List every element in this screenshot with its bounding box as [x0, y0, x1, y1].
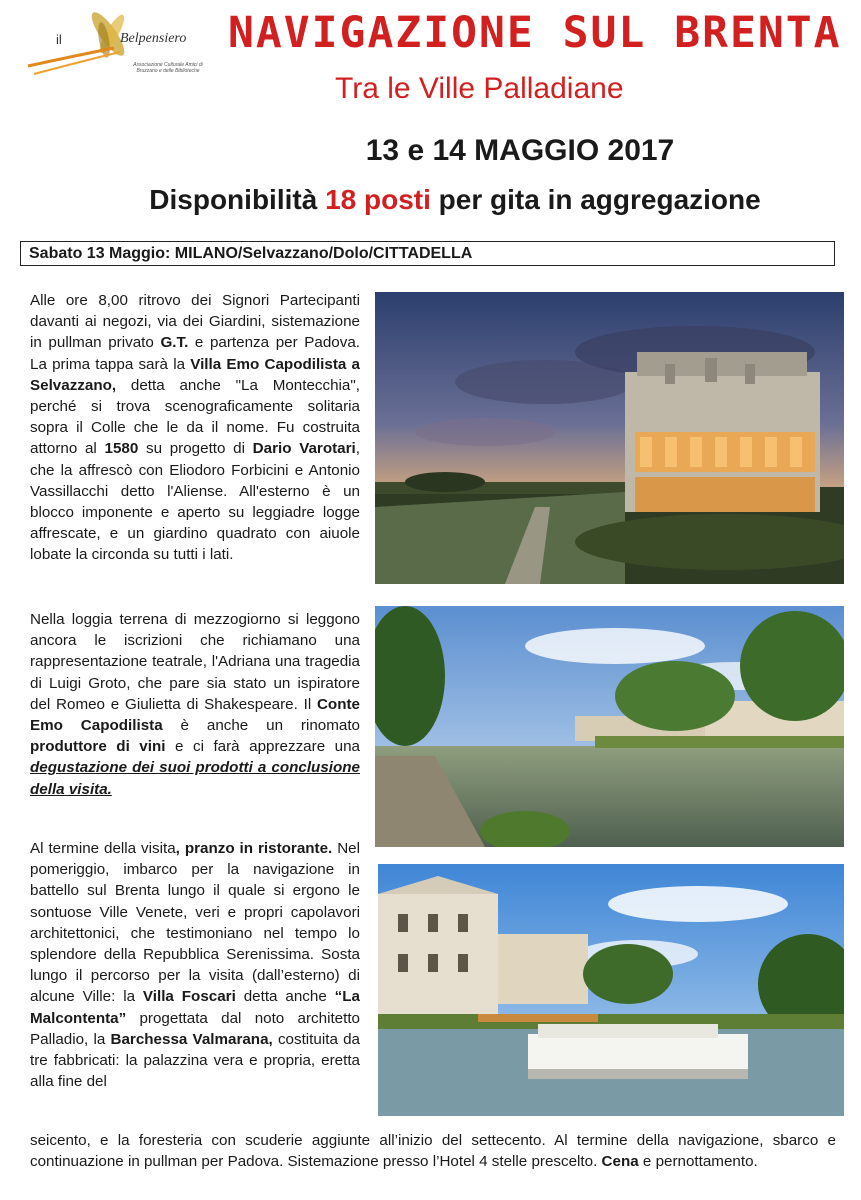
- text-run: Conte Emo Capodilista: [30, 695, 360, 735]
- paragraph-conclusion: [30, 1130, 836, 1172]
- text-run: produttore di vini: [30, 738, 166, 756]
- text-run: degustazione dei suoi prodotti a conclusione della visita.: [30, 759, 360, 798]
- text-run: Al termine della visita: [30, 840, 176, 857]
- day-header: Sabato 13 Maggio: MILANO/Selvazzano/Dolo/CITTADELLA: [20, 241, 835, 266]
- text-run: e ci farà apprezzare una: [165, 738, 360, 756]
- photo-brenta-river: [375, 606, 844, 847]
- text-run: Alle ore 8,00 ritrovo dei Signori Partecipanti davanti ai negozi, via dei Giardini, sistemazione in pullman privato: [30, 292, 360, 352]
- availability-seats: 18 posti: [325, 184, 431, 215]
- text-run: “La Malcontenta”: [30, 988, 360, 1027]
- text-run: e partenza per Padova. La prima tappa sarà la: [30, 334, 360, 373]
- text-run: Barchessa Valmarana,: [110, 1030, 273, 1048]
- text-run: è anche un rinomato: [162, 717, 360, 735]
- text-run: e pernottamento.: [638, 1153, 758, 1171]
- paragraph-loggia: [30, 609, 360, 800]
- text-run: seicento, e la foresteria con scuderie aggiunte all’inizio del settecento. Al termine della navigazione, sbarco e continuazione in pullman per Padova. Sistemazione presso l’Hotel 4 stelle prescelto.: [30, 1132, 836, 1171]
- paragraph-villa-emo: [30, 290, 360, 566]
- text-run: Dario Varotari: [252, 440, 356, 458]
- text-run: Nel pomeriggio, imbarco per la navigazione in battello sul Brenta lungo il quale si ergono le sontuose Ville Venete, veri e propri capolavori architettonici, che testimoniano nel tempo lo splendore della Repubblica Serenissima. Sosta lungo il percorso per la visita (dall’esterno) di alcune Ville: la: [30, 840, 360, 1006]
- text-run: , pranzo in ristorante.: [175, 840, 333, 857]
- logo-name: Belpensiero: [120, 31, 187, 46]
- text-run: detta anche: [235, 988, 335, 1006]
- logo-tagline: Associazione Culturale Amici di Bruzzano e delle Biblioteche: [133, 62, 203, 74]
- logo-prefix: il: [56, 32, 62, 47]
- text-run: , che la affrescò con Eliodoro Forbicini e Antonio Vassillacchi detto l'Aliense. All'esterno è un blocco imponente e aperto su leggiadre logge affrescate, e un giardino quadrato con aiuole lobate la circonda su tutti i lati.: [30, 440, 360, 564]
- text-run: Villa Emo Capodilista a Selvazzano,: [30, 355, 360, 394]
- text-run: Nella loggia terrena di mezzogiorno si leggono ancora le iscrizioni che richiamano una rappresentazione teatrale, l'Adriana una tragedia di Luigi Groto, che pare sia stato un ispiratore del Romeo e Giulietta di Shakespeare. Il: [30, 611, 360, 713]
- text-run: G.T.: [160, 334, 189, 352]
- availability-prefix: Disponibilità: [149, 184, 326, 215]
- availability-suffix: per gita in aggregazione: [430, 184, 761, 215]
- text-run: detta anche "La Montecchia", perché si trova scenograficamente solitaria sopra il Colle che le da il nome. Fu costruita attorno al: [30, 376, 360, 458]
- page-title: NAVIGAZIONE SUL BRENTA: [228, 8, 842, 58]
- logo: [24, 4, 203, 88]
- paragraph-navigazione: [30, 838, 360, 1092]
- page-subtitle: Tra le Ville Palladiane: [335, 72, 624, 105]
- trip-dates: 13 e 14 MAGGIO 2017: [365, 134, 675, 167]
- photo-villa-emo-capodilista: [375, 292, 844, 584]
- text-run: su progetto di: [138, 440, 253, 458]
- text-run: progettata dal noto architetto Palladio, la: [30, 1009, 360, 1048]
- text-run: Cena: [601, 1153, 639, 1171]
- text-run: costituita da tre fabbricati: la palazzina vera e propria, eretta alla fine del: [30, 1030, 360, 1091]
- photo-villa-battello: [378, 864, 844, 1116]
- availability-line: [0, 184, 861, 216]
- text-run: 1580: [104, 440, 139, 458]
- text-run: Villa Foscari: [142, 988, 236, 1006]
